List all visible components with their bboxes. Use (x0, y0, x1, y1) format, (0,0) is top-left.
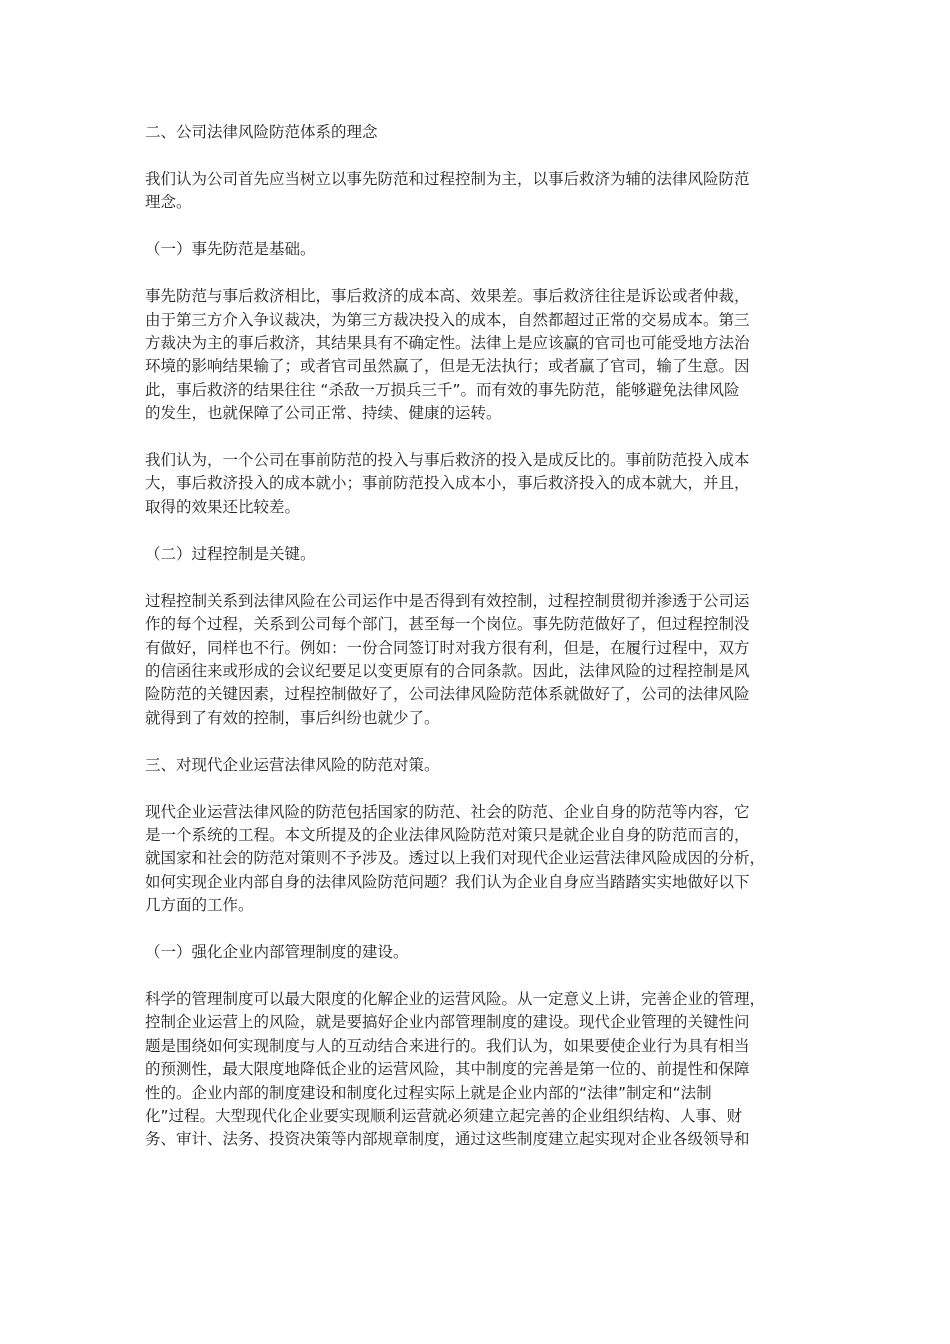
paragraph-philosophy: 我们认为公司首先应当树立以事先防范和过程控制为主，以事后救济为辅的法律风险防范 理念。 (145, 169, 750, 212)
section-heading-2: 二、公司法律风险防范体系的理念 (145, 123, 378, 141)
paragraph-management-system: 科学的管理制度可以最大限度的化解企业的运营风险。从一定意义上讲，完善企业的管理， 控制企业运营上的风险，就是要搞好企业内部管理制度的建设。现代企业管理的关键性问 题是围绕如何实现制度与人的互动结合来进行的。我们认为，如果要使企业行为具有相当 的预测性，最大限度地降低企业的运营风险，其中制度的完善是第一位的、前提性和保障 性的。企业内部的制度建设和制度化过程实际上就是企业内部的“法律”制定和“法制 化”过程。大型现代化企业要实现顺利运营就必须建立起完善的企业组织结构、人事、财 务、审计、法务、投资决策等内部规章制度，通过这些制度建立起实现对企业各级领导和 (145, 989, 766, 1149)
paragraph-prevention-vs-remedy: 事先防范与事后救济相比，事后救济的成本高、效果差。事后救济往往是诉讼或者仲裁， 由于第三方介入争议裁决，为第三方裁决投入的成本，自然都超过正常的交易成本。第三 方裁决为主的事后救济，其结果具有不确定性。法律上是应该赢的官司也可能受地方法治 环境的影响结果输了；或者官司虽然赢了，但是无法执行；或者赢了官司，输了生意。因 此，事后救济的结果往往 “杀敌一万损兵三千”。而有效的事先防范，能够避免法律风险 的发生，也就保障了公司正常、持续、健康的运转。 (145, 287, 750, 423)
subheading-internal-management: （一）强化企业内部管理制度的建设。 (145, 943, 409, 962)
paragraph-process-control: 过程控制关系到法律风险在公司运作中是否得到有效控制，过程控制贯彻并渗透于公司运 作的每个过程，关系到公司每个部门，甚至每一个岗位。事先防范做好了，但过程控制没 有做好，同样也不行。例如：一份合同签订时对我方很有利，但是，在履行过程中，双方 的信函往来或形成的会议纪要足以变更原有的合同条款。因此，法律风险的过程控制是风 险防范的关键因素，过程控制做好了，公司法律风险防范体系就做好了，公司的法律风险 就得到了有效的控制，事后纠纷也就少了。 (145, 591, 750, 727)
subheading-prevention: （一）事先防范是基础。 (145, 240, 316, 259)
section-heading-3: 三、对现代企业运营法律风险的防范对策。 (145, 755, 440, 774)
paragraph-countermeasures: 现代企业运营法律风险的防范包括国家的防范、社会的防范、企业自身的防范等内容，它 是一个系统的工程。本文所提及的企业法律风险防范对策只是就企业自身的防范而言的， 就国家和社会的防范对策则不予涉及。透过以上我们对现代企业运营法律风险成因的分析， 如何实现企业内部自身的法律风险防范问题？我们认为企业自身应当踏踏实实地做好以下 几方面的工作。 (145, 802, 766, 915)
paragraph-inverse-investment: 我们认为，一个公司在事前防范的投入与事后救济的投入是成反比的。事前防范投入成本 大，事后救济投入的成本就小；事前防范投入成本小，事后救济投入的成本就大，并且， 取得的效果还比较差。 (145, 451, 750, 516)
document-body (145, 121, 805, 1175)
subheading-process-control: （二）过程控制是关键。 (145, 544, 316, 563)
